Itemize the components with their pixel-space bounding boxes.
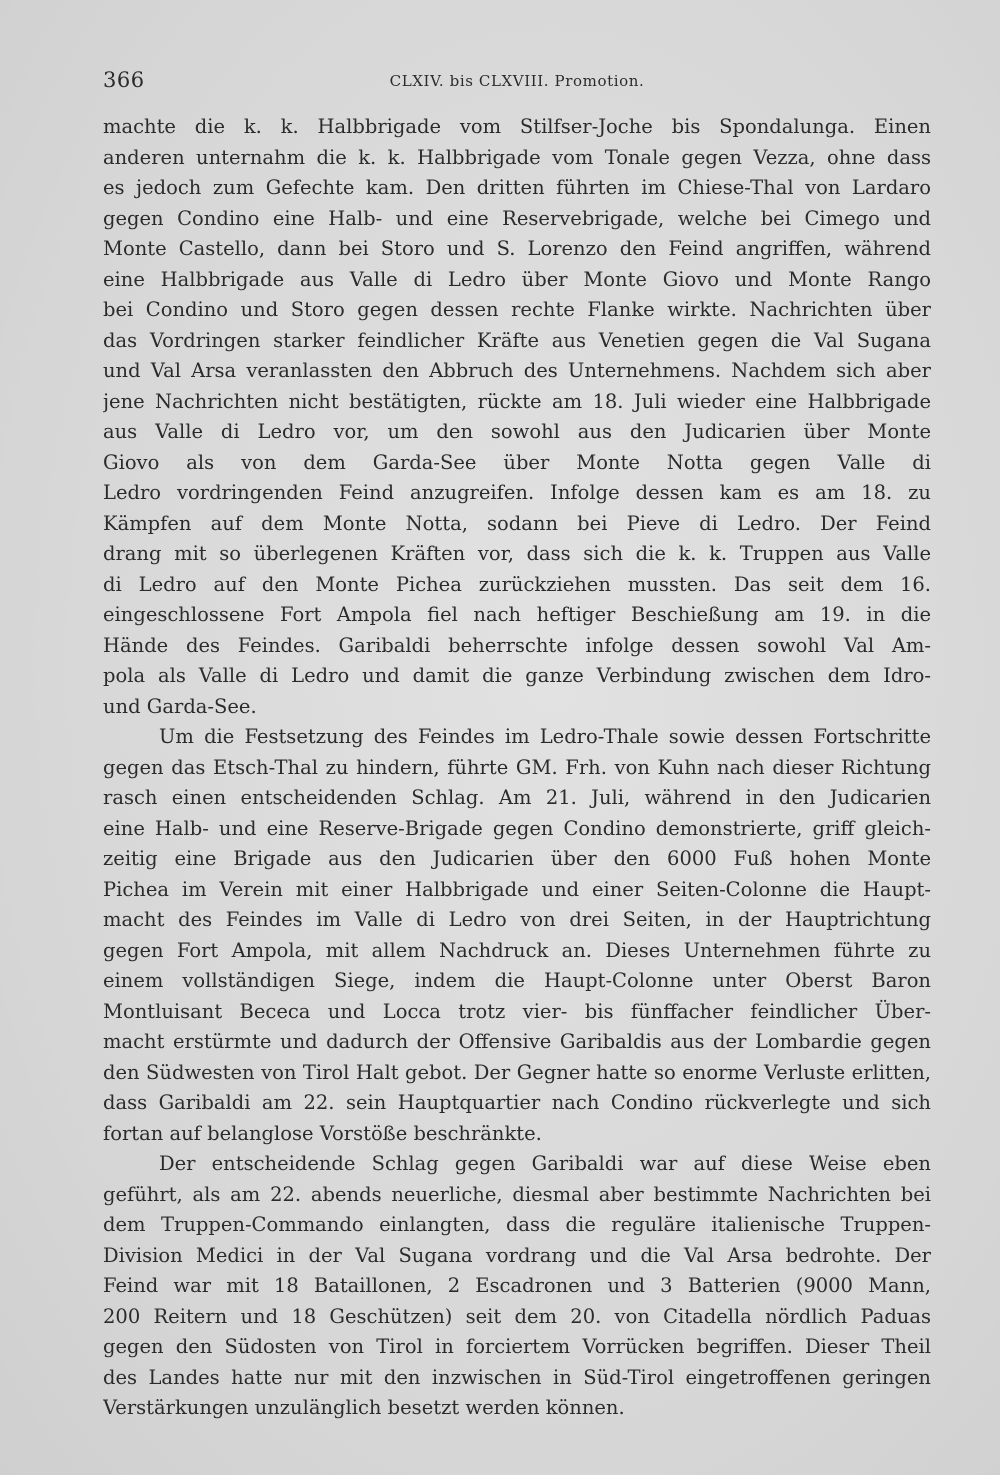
text-line: drang mit so überlegenen Kräften vor, dass sich die k. k. Truppen aus Valle [103,542,931,565]
text-line: aus Valle di Ledro vor, um den sowohl aus den Judicarien über Monte [103,420,931,443]
text-line: dass Garibaldi am 22. sein Hauptquartier nach Condino rückverlegte und sich [103,1091,931,1114]
text-line: Kämpfen auf dem Monte Notta, sodann bei Pieve di Ledro. Der Feind [103,511,931,535]
paragraph [103,722,931,1149]
text-line: Verstärkungen unzulänglich besetzt werden können. [103,1396,625,1419]
text-line: Montluisant Bececa und Locca trotz vier- bis fünffacher feindlicher Über- [103,999,931,1023]
text-line: Feind war mit 18 Bataillonen, 2 Escadronen und 3 Batterien (9000 Mann, [103,1274,931,1297]
text-line: macht des Feindes im Valle di Ledro von drei Seiten, in der Hauptrichtung [103,908,931,931]
text-line: Giovo als von dem Garda-See über Monte Notta gegen Valle di [103,450,931,474]
body-text [103,112,931,1424]
text-line: es jedoch zum Gefechte kam. Den dritten führten im Chiese-Thal von Lardaro [103,176,931,199]
text-line: bei Condino und Storo gegen dessen rechte Flanke wirkte. Nachrichten über [103,298,931,321]
text-line: den Südwesten von Tirol Halt gebot. Der Gegner hatte so enorme Verluste erlitten, [103,1060,931,1084]
text-line: Der entscheidende Schlag gegen Garibaldi war auf diese Weise eben [159,1152,931,1175]
text-line: Ledro vordringenden Feind anzugreifen. Infolge dessen kam es am 18. zu [103,481,931,504]
text-line: eine Halb- und eine Reserve-Brigade gegen Condino demonstrierte, griff gleich- [103,816,931,840]
text-line: di Ledro auf den Monte Pichea zurückziehen mussten. Das seit dem 16. [103,572,931,596]
text-line: geführt, als am 22. abends neuerliche, diesmal aber bestimmte Nachrichten bei [103,1182,931,1206]
text-line: gegen Condino eine Halb- und eine Reservebrigade, welche bei Cimego und [103,206,931,230]
paragraph [103,1149,931,1424]
page-header [103,68,931,98]
text-line: Um die Festsetzung des Feindes im Ledro-Thale sowie dessen Fortschritte [159,725,931,748]
text-line: anderen unternahm die k. k. Halbbrigade vom Tonale gegen Vezza, ohne dass [103,145,931,169]
text-line: einem vollständigen Siege, indem die Haupt-Colonne unter Oberst Baron [103,969,931,992]
paragraph [103,112,931,722]
text-line: eingeschlossene Fort Ampola fiel nach heftiger Beschießung am 19. in die [103,603,931,626]
text-line: gegen das Etsch-Thal zu hindern, führte GM. Frh. von Kuhn nach dieser Richtung [103,755,931,779]
text-line: macht erstürmte und dadurch der Offensive Garibaldis aus der Lombardie gegen [103,1030,931,1053]
text-line: eine Halbbrigade aus Valle di Ledro über Monte Giovo und Monte Rango [103,267,931,291]
text-line: gegen Fort Ampola, mit allem Nachdruck an. Dieses Unternehmen führte zu [103,938,931,962]
text-line: Division Medici in der Val Sugana vordrang und die Val Arsa bedrohte. Der [103,1243,931,1267]
text-line: und Val Arsa veranlassten den Abbruch des Unternehmens. Nachdem sich aber [103,359,931,382]
text-line: dem Truppen-Commando einlangten, dass die reguläre italienische Truppen- [103,1213,931,1236]
text-line: des Landes hatte nur mit den inzwischen in Süd-Tirol eingetroffenen geringen [103,1365,931,1389]
text-line: und Garda-See. [103,694,257,718]
text-line: gegen den Südosten von Tirol in forciertem Vorrücken begriffen. Dieser Theil [103,1335,931,1358]
text-line: zeitig eine Brigade aus den Judicarien über den 6000 Fuß hohen Monte [103,847,931,870]
text-line: rasch einen entscheidenden Schlag. Am 21. Juli, während in den Judicarien [103,786,931,809]
text-line: Monte Castello, dann bei Storo und S. Lorenzo den Feind angriffen, während [103,237,931,260]
text-line: Hände des Feindes. Garibaldi beherrschte infolge dessen sowohl Val Am- [103,633,931,657]
text-line: das Vordringen starker feindlicher Kräfte aus Venetien gegen die Val Sugana [103,328,931,352]
text-line: jene Nachrichten nicht bestätigten, rückte am 18. Juli wieder eine Halbbrigade [103,389,931,413]
text-line: 200 Reitern und 18 Geschützen) seit dem 20. von Citadella nördlich Paduas [103,1304,931,1328]
text-line: machte die k. k. Halbbrigade vom Stilfser-Joche bis Spondalunga. Einen [103,115,931,138]
page-number: 366 [103,68,145,92]
text-line: pola als Valle di Ledro und damit die ganze Verbindung zwischen dem Idro- [103,664,931,687]
text-line: Pichea im Verein mit einer Halbbrigade und einer Seiten-Colonne die Haupt- [103,877,931,901]
text-line: fortan auf belanglose Vorstöße beschränkte. [103,1121,542,1145]
running-head: CLXIV. bis CLXVIII. Promotion. [389,72,645,90]
